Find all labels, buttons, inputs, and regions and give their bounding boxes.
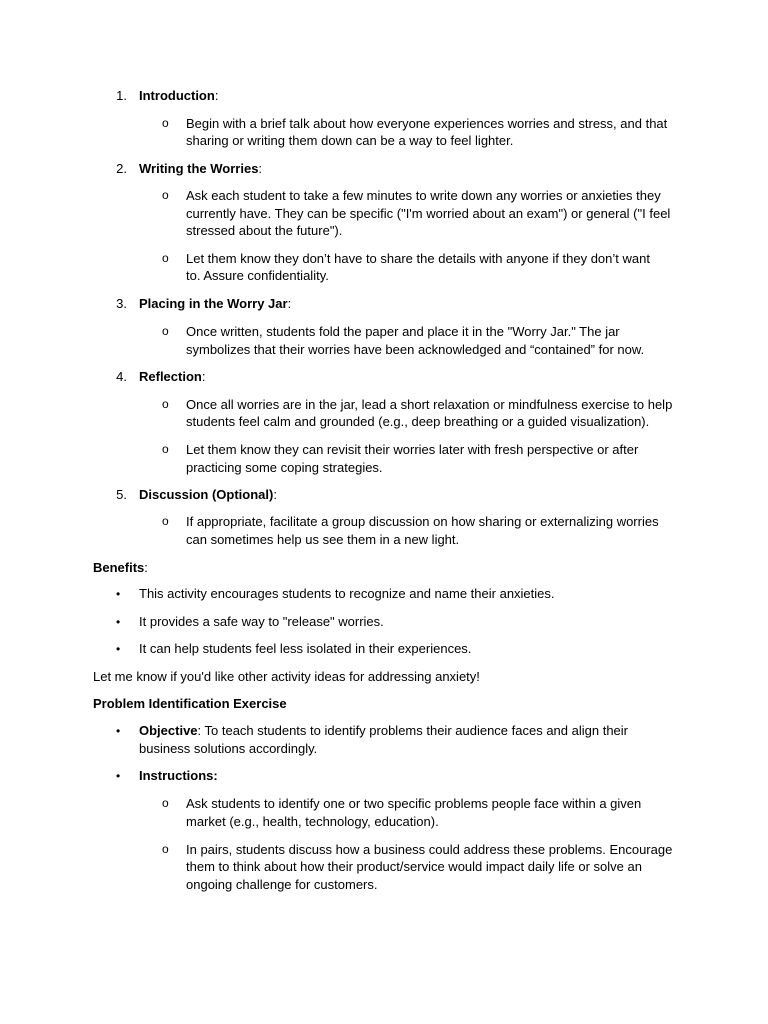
step-number: 1. [116, 88, 127, 103]
sub-bullet-text: practicing some coping strategies. [186, 460, 383, 475]
sub-bullet-text: market (e.g., health, technology, education). [186, 814, 439, 829]
sub-bullet-text: symbolizes that their worries have been acknowledged and “contained” for now. [186, 342, 645, 357]
sub-bullet-text: stressed about the future"). [186, 223, 343, 238]
sub-bullet-text: In pairs, students discuss how a business could address these problems. Encourage [186, 842, 673, 857]
instructions-label: Instructions [139, 768, 214, 783]
sub-bullet-text: Once written, students fold the paper and place it in the "Worry Jar." The jar [186, 324, 620, 339]
bullet-marker: • [116, 724, 121, 738]
benefits-heading-colon: : [144, 560, 148, 575]
benefit-item: It can help students feel less isolated in their experiences. [139, 641, 472, 656]
step-number: 4. [116, 369, 127, 384]
step-title-text: Placing in the Worry Jar [139, 296, 288, 311]
step-title-colon: : [201, 369, 206, 384]
sub-bullet-marker: o [162, 188, 169, 202]
sub-bullet-text: Let them know they can revisit their worries later with fresh perspective or after [186, 442, 639, 457]
sub-bullet-text: Ask each student to take a few minutes to write down any worries or anxieties they [186, 188, 661, 203]
sub-bullet-marker: o [162, 514, 169, 528]
objective-label: Objective [139, 723, 198, 738]
step-number: 2. [116, 161, 127, 176]
sub-bullet-text: can sometimes help us see them in a new light. [186, 532, 460, 547]
sub-bullet-text: If appropriate, facilitate a group discussion on how sharing or externalizing worries [186, 514, 659, 529]
benefit-item: It provides a safe way to "release" worries. [139, 614, 384, 629]
instructions-item [139, 767, 218, 785]
step-title-colon: : [214, 88, 219, 103]
step-title [139, 486, 277, 504]
bullet-marker: • [116, 642, 121, 656]
bullet-marker: • [116, 615, 121, 629]
sub-bullet-marker: o [162, 397, 169, 411]
objective-text: : To teach students to identify problems their audience faces and align their [197, 723, 628, 738]
bullet-marker: • [116, 769, 121, 783]
sub-bullet-text: Let them know they don’t have to share the details with anyone if they don’t want [186, 251, 650, 266]
sub-bullet-text: Once all worries are in the jar, lead a short relaxation or mindfulness exercise to help [186, 397, 673, 412]
sub-bullet-marker: o [162, 842, 169, 856]
step-number: 5. [116, 487, 127, 502]
step-title-text: Discussion (Optional) [139, 487, 274, 502]
sub-bullet-marker: o [162, 324, 169, 338]
step-title-text: Reflection [139, 369, 202, 384]
sub-bullet-text: them to think about how their product/service would impact daily life or solve an [186, 859, 642, 874]
step-title-text: Writing the Worries [139, 161, 259, 176]
step-title [139, 87, 218, 105]
step-title [139, 368, 205, 386]
sub-bullet-marker: o [162, 442, 169, 456]
sub-bullet-marker: o [162, 796, 169, 810]
step-title-colon: : [287, 296, 292, 311]
instructions-colon: : [213, 768, 218, 783]
sub-bullet-text: Ask students to identify one or two specific problems people face within a given [186, 796, 642, 811]
sub-bullet-text: ongoing challenge for customers. [186, 877, 378, 892]
sub-bullet-text: to. Assure confidentiality. [186, 268, 329, 283]
closing-text: Let me know if you'd like other activity ideas for addressing anxiety! [93, 669, 480, 684]
benefits-heading [93, 559, 148, 577]
sub-bullet-marker: o [162, 251, 169, 265]
sub-bullet-text: students feel calm and grounded (e.g., deep breathing or a guided visualization). [186, 414, 650, 429]
exercise-heading-text: Problem Identification Exercise [93, 696, 287, 711]
step-number: 3. [116, 296, 127, 311]
sub-bullet-text: currently have. They can be specific ("I'm worried about an exam") or general ("I feel [186, 206, 671, 221]
benefit-item: This activity encourages students to recognize and name their anxieties. [139, 586, 555, 601]
exercise-heading [93, 695, 287, 713]
step-title-colon: : [258, 161, 263, 176]
sub-bullet-marker: o [162, 116, 169, 130]
step-title [139, 295, 291, 313]
objective-item [139, 722, 628, 740]
step-title-colon: : [273, 487, 277, 502]
step-title-text: Introduction [139, 88, 215, 103]
step-title [139, 160, 262, 178]
sub-bullet-text: Begin with a brief talk about how everyone experiences worries and stress, and that [186, 116, 668, 131]
benefits-heading-text: Benefits [93, 560, 145, 575]
sub-bullet-text: sharing or writing them down can be a way to feel lighter. [186, 133, 514, 148]
objective-text: business solutions accordingly. [139, 741, 318, 756]
bullet-marker: • [116, 587, 121, 601]
